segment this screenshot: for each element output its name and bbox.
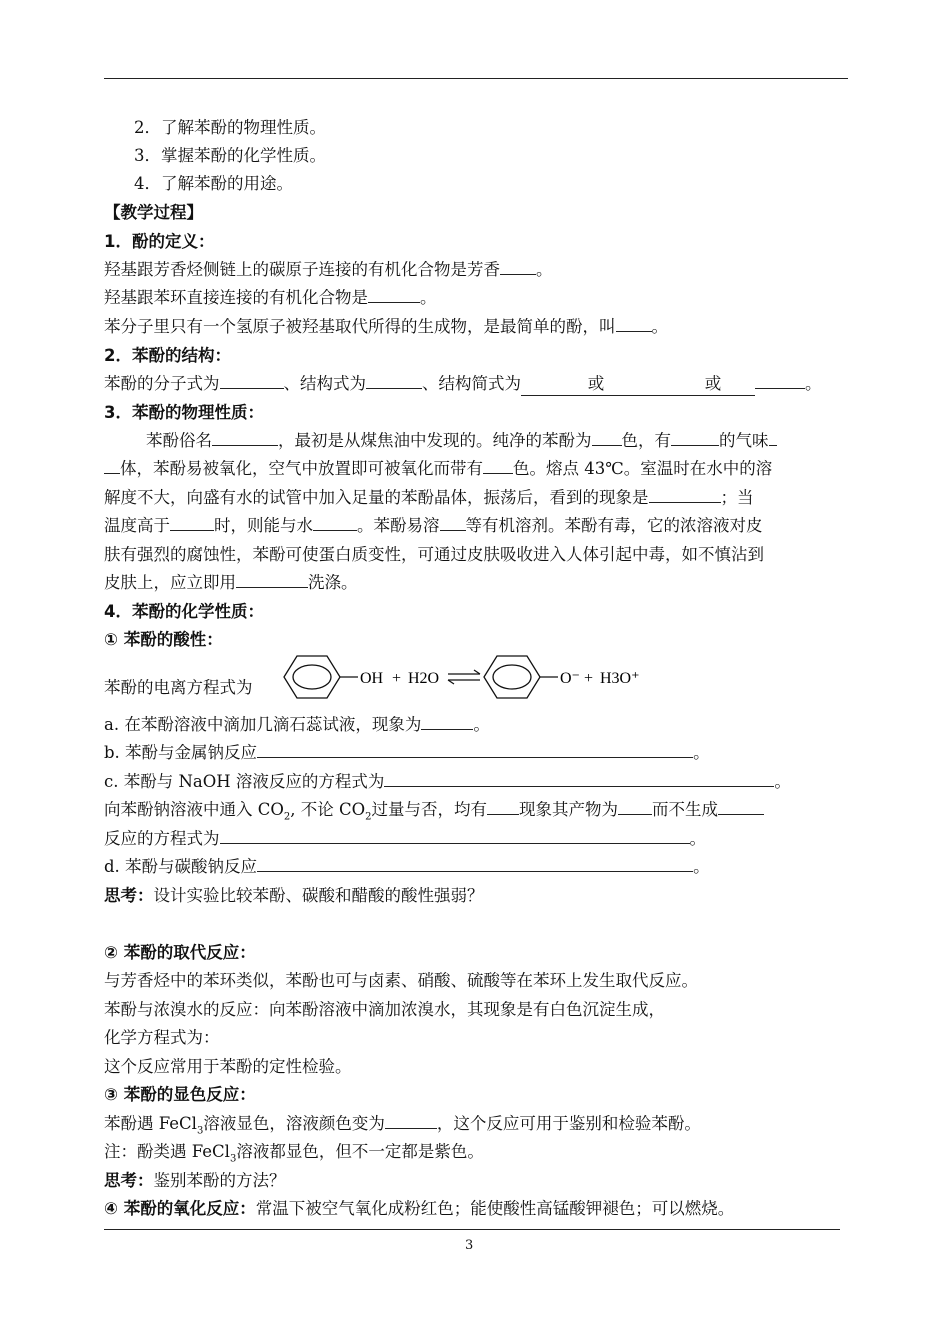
equilibrium-arrow-icon	[448, 670, 480, 684]
physical-para-2: 体，苯酚易被氧化，空气中放置即可被氧化而带有 色。熔点 43℃。室温时在水中的溶	[104, 458, 772, 480]
acid-item-a: a. 在苯酚溶液中滴加几滴石蕊试液，现象为 。	[104, 715, 490, 734]
eq-h2o: H2O	[408, 670, 440, 687]
blank	[366, 373, 422, 389]
blank	[257, 742, 693, 758]
blank	[170, 515, 214, 531]
section-2-title: 2．苯酚的结构：	[104, 346, 231, 365]
physical-para-1: 苯酚俗名 ，最初是从煤焦油中发现的。纯净的苯酚为 色，有 的气味	[146, 430, 777, 452]
eq-plus: +	[392, 670, 402, 687]
definition-line-3: 苯分子里只有一个氢原子被羟基取代所得的生成物，是最简单的酚，叫 。	[104, 317, 668, 336]
blank	[257, 856, 693, 872]
blank	[487, 799, 519, 815]
eq-phenoxide: O⁻	[560, 670, 580, 687]
blank	[384, 771, 774, 787]
blank	[220, 373, 284, 389]
blank	[212, 430, 278, 446]
structure-line: 苯酚的分子式为 、结构式为 、结构简式为 或 或 。	[104, 373, 822, 396]
or-blank: 或	[671, 373, 755, 396]
definition-line-1: 羟基跟芳香烃侧链上的碳原子连接的有机化合物是芳香 。	[104, 260, 553, 279]
color-reaction-title: ③ 苯酚的显色反应：	[104, 1085, 256, 1104]
blank	[769, 430, 777, 446]
blank	[368, 287, 420, 303]
acid-item-c: c. 苯酚与 NaOH 溶液反应的方程式为 。	[104, 772, 791, 791]
physical-para-5: 肤有强烈的腐蚀性，苯酚可使蛋白质变性，可通过皮肤吸收进入人体引起中毒，如不慎沾到	[104, 545, 764, 564]
acid-item-b: b. 苯酚与金属钠反应 。	[104, 743, 710, 762]
blank	[671, 430, 719, 446]
blank	[421, 714, 473, 730]
blank	[500, 259, 536, 275]
blank	[313, 515, 357, 531]
color-note: 注：酚类遇 FeCl$_3$溶液都显色，但不一定都是紫色。	[104, 1142, 484, 1165]
eq-plus: +	[584, 670, 594, 687]
substitution-4: 这个反应常用于苯酚的定性检验。	[104, 1057, 352, 1076]
think-1: 思考：设计实验比较苯酚、碳酸和醋酸的酸性强弱？	[104, 886, 484, 905]
co2-equation-line: 反应的方程式为 。	[104, 829, 706, 848]
goal-3: 3．掌握苯酚的化学性质。	[134, 146, 326, 165]
page-number: 3	[465, 1238, 474, 1253]
physical-para-3: 解度不大，向盛有水的试管中加入足量的苯酚晶体，振荡后，看到的现象是 ；当	[104, 488, 754, 507]
co2-line: 向苯酚钠溶液中通入 $CO_2$, 不论 $CO_2$过量与否，均有 现象其产物为 而不生成	[104, 799, 764, 828]
process-heading: 【教学过程】	[104, 203, 203, 222]
section-1-title: 1．酚的定义：	[104, 232, 215, 251]
blank	[616, 316, 652, 332]
color-reaction-1: 苯酚遇 FeCl$_3$溶液显色，溶液颜色变为 ，这个反应可用于鉴别和检验苯酚。	[104, 1114, 701, 1137]
acid-item-d: d. 苯酚与碳酸钠反应 。	[104, 857, 710, 876]
blank	[718, 799, 764, 815]
blank	[649, 487, 721, 503]
goal-4: 4．了解苯酚的用途。	[134, 174, 293, 193]
footer-rule	[104, 1229, 840, 1230]
header-rule	[104, 78, 848, 79]
oxidation-line: ④ 苯酚的氧化反应：常温下被空气氧化成粉红色；能使酸性高锰酸钾褪色；可以燃烧。	[104, 1199, 735, 1218]
substitution-2: 苯酚与浓溴水的反应：向苯酚溶液中滴加浓溴水，其现象是有白色沉淀生成，	[104, 1000, 665, 1019]
blank	[618, 799, 652, 815]
ionization-label: 苯酚的电离方程式为	[104, 678, 253, 697]
blank	[755, 373, 805, 389]
benzene-ring-icon	[284, 656, 340, 698]
substitution-title: ② 苯酚的取代反应：	[104, 943, 256, 962]
blank	[104, 458, 120, 474]
substitution-1: 与芳香烃中的苯环类似，苯酚也可与卤素、硝酸、硫酸等在苯环上发生取代反应。	[104, 971, 698, 990]
benzene-ring-icon	[484, 656, 540, 698]
definition-line-2: 羟基跟苯环直接连接的有机化合物是 。	[104, 288, 437, 307]
or-blank: 或	[521, 373, 671, 396]
blank	[236, 572, 308, 588]
eq-h3o: H3O⁺	[600, 670, 640, 687]
acidity-title: ① 苯酚的酸性：	[104, 630, 223, 649]
section-3-title: 3．苯酚的物理性质：	[104, 403, 264, 422]
physical-para-6: 皮肤上，应立即用 洗涤。	[104, 573, 358, 592]
blank	[483, 458, 513, 474]
think-2: 思考：鉴别苯酚的方法？	[104, 1171, 286, 1190]
eq-oh: OH	[360, 670, 384, 687]
substitution-3: 化学方程式为：	[104, 1028, 220, 1047]
blank	[385, 1113, 437, 1129]
goal-2: 2．了解苯酚的物理性质。	[134, 118, 326, 137]
ionization-equation	[280, 652, 660, 706]
section-4-title: 4．苯酚的化学性质：	[104, 602, 264, 621]
blank	[220, 828, 690, 844]
physical-para-4: 温度高于 时，则能与水 。苯酚易溶 等有机溶剂。苯酚有毒，它的浓溶液对皮	[104, 516, 763, 535]
blank	[592, 430, 622, 446]
blank	[440, 515, 466, 531]
